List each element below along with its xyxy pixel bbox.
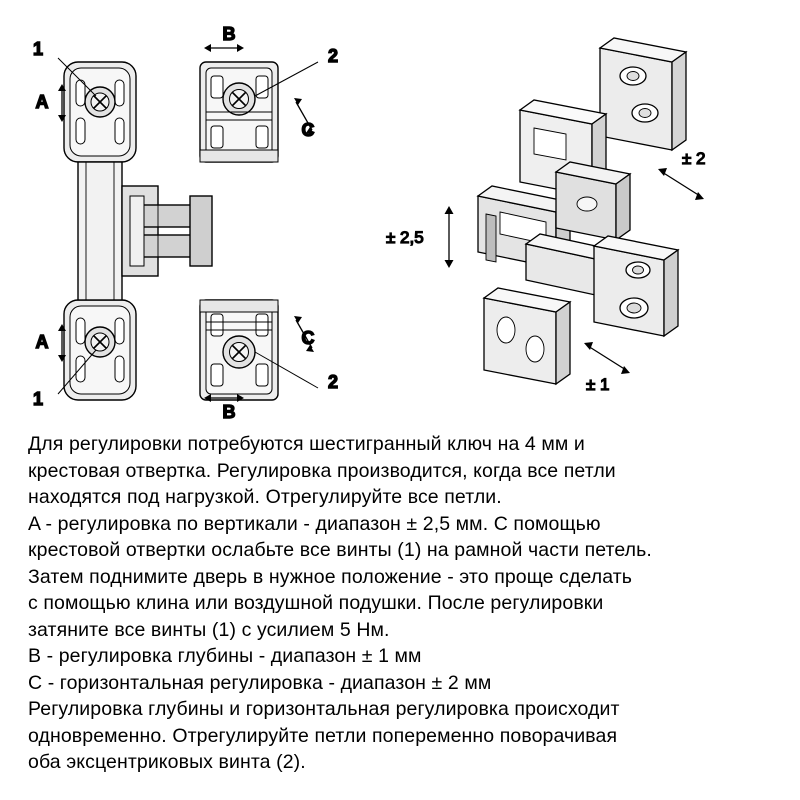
lower-frame-plate <box>64 300 136 400</box>
axis-a-bottom: A <box>35 332 49 352</box>
iso-arrow-horizontal <box>658 168 704 200</box>
instruction-line: Затем поднимите дверь в нужное положение - это проще сделать <box>28 565 633 588</box>
axis-a-top: A <box>35 92 49 112</box>
instruction-line: крестовая отвертка. Регулировка производится, когда все петли <box>28 459 616 482</box>
tolerance-vertical-label: ± 2,5 <box>386 228 424 247</box>
axis-b-bottom: B <box>222 402 236 420</box>
instruction-line: B - регулировка глубины - диапазон ± 1 мм <box>28 645 422 667</box>
iso-lower-door-leaf <box>484 288 570 384</box>
tolerance-horizontal-label: ± 2 <box>682 149 706 168</box>
instruction-line: оба эксцентриковых винта (2). <box>28 751 306 773</box>
callout-2-top: 2 <box>328 46 339 66</box>
axis-c-top: C <box>301 120 315 140</box>
instruction-line: Регулировка глубины и горизонтальная регулировка происходит <box>28 698 620 720</box>
hinge-knuckle-block <box>122 186 212 276</box>
instruction-line: с помощью клина или воздушной подушки. После регулировки <box>28 592 604 614</box>
callout-1-bottom: 1 <box>32 389 44 409</box>
axis-b-top: B <box>222 24 236 44</box>
frame-body <box>78 162 122 300</box>
instruction-line: A - регулировка по вертикали - диапазон ± 2,5 мм. С помощью <box>28 512 601 535</box>
instruction-line: C - горизонтальная регулировка - диапазон ± 2 мм <box>28 671 492 694</box>
iso-upper-door-leaf <box>600 38 686 150</box>
iso-arrow-depth <box>584 342 630 374</box>
instruction-line: находятся под нагрузкой. Отрегулируйте все петли. <box>28 486 502 508</box>
tolerance-depth-label: ± 1 <box>586 375 610 394</box>
instruction-line: одновременно. Отрегулируйте петли попеременно поворачивая <box>28 724 618 747</box>
instruction-line: крестовой отвертки ослабьте все винты (1) на рамной части петель. <box>28 539 652 561</box>
flat-hinge-view <box>33 24 338 420</box>
isometric-hinge-view <box>386 38 706 394</box>
instruction-line: затяните все винты (1) с усилием 5 Нм. <box>28 618 390 641</box>
callout-2-bottom: 2 <box>328 372 339 392</box>
axis-c-bottom: C <box>301 328 315 348</box>
lower-door-plate <box>200 300 278 400</box>
iso-arrow-vertical <box>445 206 454 268</box>
arrow-b-top <box>204 44 244 52</box>
instructions-text <box>28 432 780 777</box>
instruction-line: Для регулировки потребуются шестигранный ключ на 4 мм и <box>28 433 585 455</box>
iso-lower-frame-leaf <box>594 236 678 336</box>
upper-door-plate <box>200 62 278 162</box>
upper-frame-plate <box>64 62 136 162</box>
callout-1-top: 1 <box>32 39 44 59</box>
